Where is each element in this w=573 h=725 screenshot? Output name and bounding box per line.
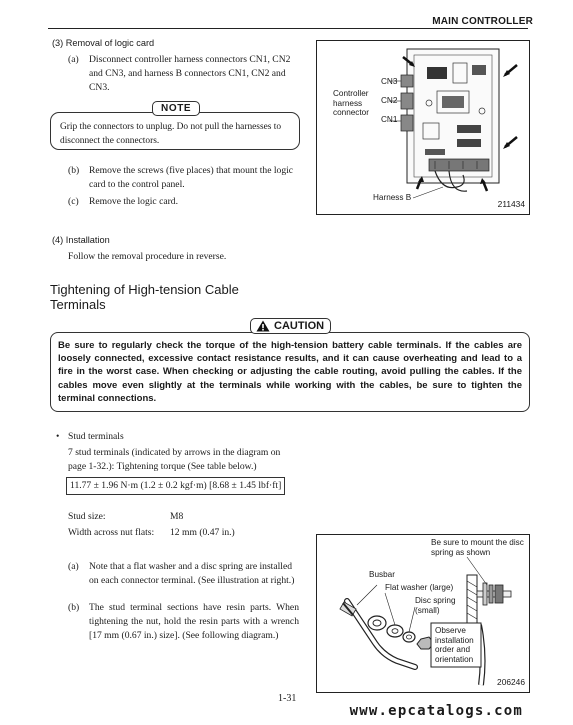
header-rule xyxy=(48,28,528,29)
stud-a-marker: (a) xyxy=(68,561,79,572)
step-a-marker: (a) xyxy=(68,54,79,65)
installation-heading: (4) Installation xyxy=(52,235,110,245)
step-c-marker: (c) xyxy=(68,196,79,207)
stud-size-label: Stud size: xyxy=(68,511,106,522)
cn2-label: CN2 xyxy=(381,96,398,105)
stud-size-value: M8 xyxy=(170,511,184,522)
caution-label-box xyxy=(250,318,331,334)
caution-label: CAUTION xyxy=(274,320,325,332)
step-a-text: Disconnect controller harness connectors CN1, CN2 and CN3, and harness B connectors CN1, CN2 and CN3. xyxy=(89,54,291,93)
harness-b-label: Harness B xyxy=(373,193,412,202)
stud-a-text: Note that a flat washer and a disc spring are installed on each connector terminal. (See illustration at right.) xyxy=(89,561,295,586)
controller-harness-label: Controller harness connector xyxy=(333,89,369,117)
step-b-text: Remove the screws (five places) that mount the logic card to the control panel. xyxy=(89,165,294,190)
section-title: Tightening of High-tension Cable Terminals xyxy=(50,282,239,312)
note-text: Grip the connectors to unplug. Do not pull the harnesses to disconnect the connectors. xyxy=(60,122,282,146)
caution-text: Be sure to regularly check the torque of the high-tension battery cable terminals. If the cables are loosely connected, excessive contact resistance results, and it can cause overheating and lead to a fire in the worst case. When checking or adjusting the cable routing, avoid pulling the cables. If the cables move even slightly at the terminals while working with the cables, be sure to tighten the terminal connections. xyxy=(58,340,522,404)
stud-terminal-figure xyxy=(316,534,530,693)
flat-washer-label: Flat washer (large) xyxy=(385,583,454,592)
observe-order-label: Observe installation order and orientation xyxy=(435,626,474,664)
mount-disc-spring-label: Be sure to mount the disc spring as shown xyxy=(431,538,524,557)
nut-flats-value: 12 mm (0.47 in.) xyxy=(170,527,235,538)
torque-value-box: 11.77 ± 1.96 N·m (1.2 ± 0.2 kgf·m) [8.68 ± 1.45 lbf·ft] xyxy=(66,477,285,495)
removal-heading: (3) Removal of logic card xyxy=(52,38,155,48)
warning-triangle-icon xyxy=(256,320,270,332)
bullet: • xyxy=(56,431,60,442)
stud-b-text: The stud terminal sections have resin parts. When tightening the nut, hold the resin parts with a wrench [17 mm (0.67 in.) size]. (See following diagram.) xyxy=(89,602,299,641)
note-label: NOTE xyxy=(152,101,200,116)
figure1-number: 211434 xyxy=(497,199,525,209)
page-number: 1-31 xyxy=(278,693,297,704)
watermark: www.epcatalogs.com xyxy=(349,703,523,719)
stud-b-marker: (b) xyxy=(68,602,80,613)
busbar-label: Busbar xyxy=(369,570,395,579)
section-header-title: MAIN CONTROLLER xyxy=(432,16,533,27)
installation-text: Follow the removal procedure in reverse. xyxy=(68,251,227,262)
stud-heading: Stud terminals xyxy=(68,431,124,442)
disc-spring-label: Disc spring (small) xyxy=(415,596,456,615)
logic-card-illustration xyxy=(317,41,529,214)
nut-flats-label: Width across nut flats: xyxy=(68,527,155,538)
stud-text: 7 stud terminals (indicated by arrows in the diagram on page 1-32.): Tightening torque (See table below.) xyxy=(68,447,281,472)
cn1-label: CN1 xyxy=(381,115,398,124)
figure2-number: 206246 xyxy=(497,677,525,687)
cn3-label: CN3 xyxy=(381,77,398,86)
step-c-text: Remove the logic card. xyxy=(89,196,178,207)
logic-card-figure xyxy=(316,40,530,215)
step-b-marker: (b) xyxy=(68,165,80,176)
